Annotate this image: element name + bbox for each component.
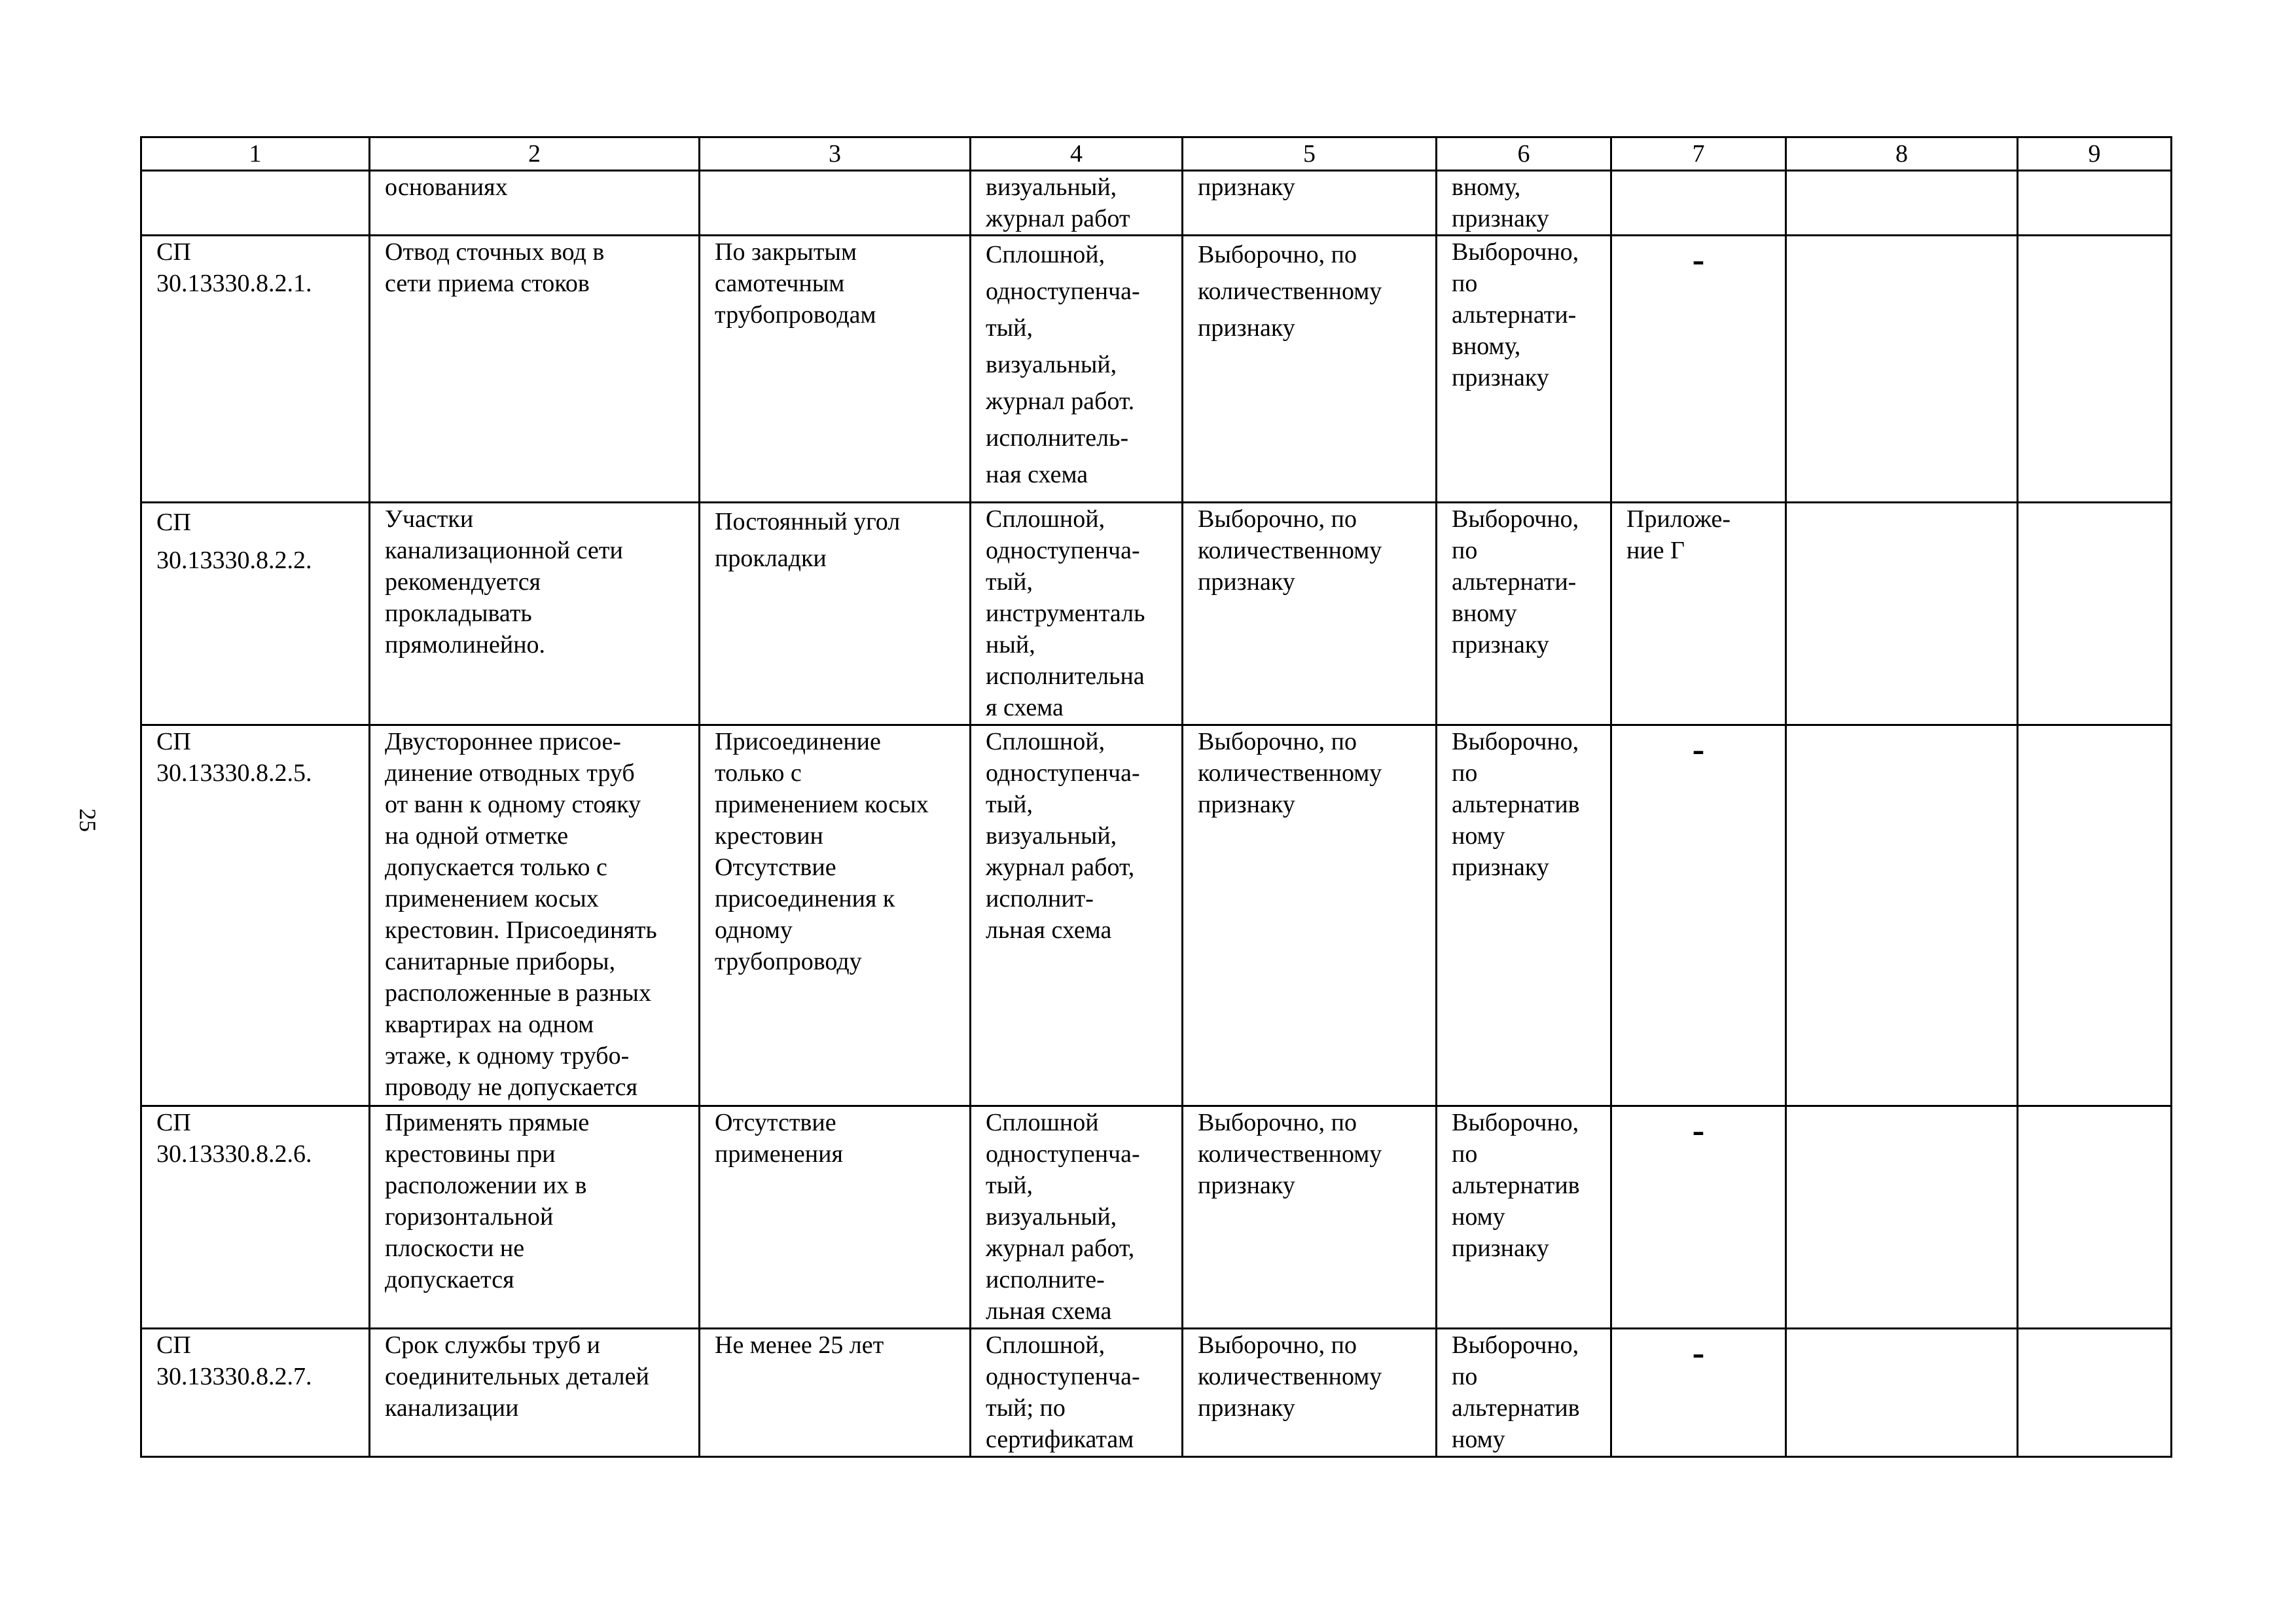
sampling-cell: Выборочно, по количественному признаку	[1183, 236, 1437, 503]
appendix-cell: -	[1611, 236, 1786, 503]
column-number-row	[141, 137, 2172, 171]
control-method-cell: Сплошной одноступенча- тый, визуальный, журнал работ, исполните- льная схема	[971, 1106, 1183, 1329]
norm-reference-cell: СП 30.13330.8.2.2.	[141, 503, 370, 725]
page-number: 25	[75, 808, 101, 832]
column-number: 6	[1437, 137, 1611, 171]
empty-cell	[1786, 725, 2018, 1106]
column-number: 3	[700, 137, 971, 171]
parameter-cell	[700, 171, 971, 236]
table-row	[141, 171, 2172, 236]
column-number: 8	[1786, 137, 2018, 171]
sampling-cell: Выборочно, по количественному признаку	[1183, 503, 1437, 725]
appendix-cell: -	[1611, 1106, 1786, 1329]
norm-reference-cell: СП 30.13330.8.2.6.	[141, 1106, 370, 1329]
appendix-cell: -	[1611, 1329, 1786, 1457]
empty-cell	[1786, 171, 2018, 236]
requirement-cell: основаниях	[370, 171, 700, 236]
attribute-cell: вному, признаку	[1437, 171, 1611, 236]
appendix-cell: -	[1611, 725, 1786, 1106]
requirement-cell: Срок службы труб и соединительных деталей канализации	[370, 1329, 700, 1457]
column-number: 4	[971, 137, 1183, 171]
column-number: 2	[370, 137, 700, 171]
attribute-cell: Выборочно, по альтернати- вному признаку	[1437, 503, 1611, 725]
parameter-cell: По закрытым самотечным трубопроводам	[700, 236, 971, 503]
requirement-cell: Участки канализационной сети рекомендуется прокладывать прямолинейно.	[370, 503, 700, 725]
norm-reference-cell: СП 30.13330.8.2.5.	[141, 725, 370, 1106]
empty-cell	[2018, 236, 2172, 503]
appendix-cell	[1611, 171, 1786, 236]
parameter-cell: Постоянный угол прокладки	[700, 503, 971, 725]
attribute-cell: Выборочно, по альтернати- вному, признаку	[1437, 236, 1611, 503]
requirements-table	[140, 136, 2172, 1458]
attribute-cell: Выборочно, по альтернатив ному признаку	[1437, 1106, 1611, 1329]
sampling-cell: Выборочно, по количественному признаку	[1183, 1329, 1437, 1457]
control-method-cell: визуальный, журнал работ	[971, 171, 1183, 236]
requirement-cell: Отвод сточных вод в сети приема стоков	[370, 236, 700, 503]
empty-cell	[1786, 236, 2018, 503]
table-row	[141, 1329, 2172, 1457]
control-method-cell: Сплошной, одноступенча- тый, инструменталь ный, исполнительна я схема	[971, 503, 1183, 725]
norm-reference-cell	[141, 171, 370, 236]
empty-cell	[2018, 1329, 2172, 1457]
table-row	[141, 1106, 2172, 1329]
empty-cell	[2018, 725, 2172, 1106]
control-method-cell: Сплошной, одноступенча- тый, визуальный, журнал работ, исполнит- льная схема	[971, 725, 1183, 1106]
sampling-cell: Выборочно, по количественному признаку	[1183, 1106, 1437, 1329]
attribute-cell: Выборочно, по альтернатив ному признаку	[1437, 725, 1611, 1106]
parameter-cell: Присоединение только с применением косых крестовин Отсутствие присоединения к одному трубопроводу	[700, 725, 971, 1106]
column-number: 1	[141, 137, 370, 171]
appendix-cell: Приложе- ние Г	[1611, 503, 1786, 725]
parameter-cell: Не менее 25 лет	[700, 1329, 971, 1457]
empty-cell	[1786, 1106, 2018, 1329]
empty-cell	[2018, 503, 2172, 725]
control-method-cell: Сплошной, одноступенча- тый; по сертификатам	[971, 1329, 1183, 1457]
norm-reference-cell: СП 30.13330.8.2.1.	[141, 236, 370, 503]
table-row	[141, 503, 2172, 725]
table-row	[141, 236, 2172, 503]
empty-cell	[1786, 503, 2018, 725]
table-row	[141, 725, 2172, 1106]
attribute-cell: Выборочно, по альтернатив ному	[1437, 1329, 1611, 1457]
control-method-cell: Сплошной, одноступенча- тый, визуальный, журнал работ. исполнитель- ная схема	[971, 236, 1183, 503]
sampling-cell: Выборочно, по количественному признаку	[1183, 725, 1437, 1106]
empty-cell	[2018, 171, 2172, 236]
column-number: 7	[1611, 137, 1786, 171]
requirement-cell: Двустороннее присое- динение отводных труб от ванн к одному стояку на одной отметке допускается только с применением косых крестовин. Присоединять санитарные приборы, расположенные в разных квартирах на одном этаже, к одному трубо- проводу не допускается	[370, 725, 700, 1106]
requirement-cell: Применять прямые крестовины при расположении их в горизонтальной плоскости не допускается	[370, 1106, 700, 1329]
column-number: 5	[1183, 137, 1437, 171]
empty-cell	[2018, 1106, 2172, 1329]
norm-reference-cell: СП 30.13330.8.2.7.	[141, 1329, 370, 1457]
empty-cell	[1786, 1329, 2018, 1457]
parameter-cell: Отсутствие применения	[700, 1106, 971, 1329]
sampling-cell: признаку	[1183, 171, 1437, 236]
column-number: 9	[2018, 137, 2172, 171]
